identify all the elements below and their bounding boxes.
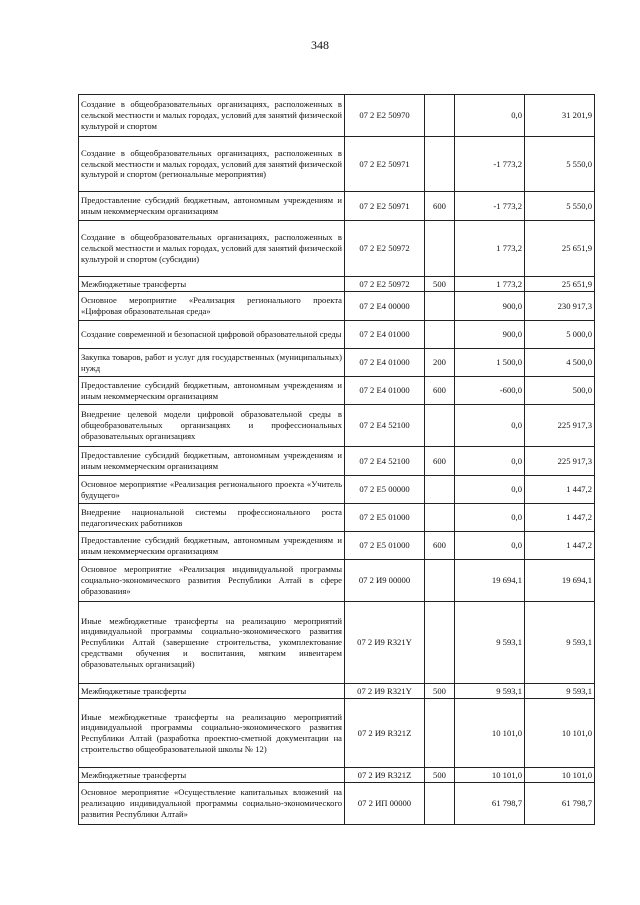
row-amount-change: 10 101,0 (455, 699, 525, 768)
row-description: Иные межбюджетные трансферты на реализацию мероприятий индивидуальной программы социально-экономического развития Республики Алтай (разработка проектно-сметной документации на строительство общеобразовательной школы № 12) (79, 699, 345, 768)
row-description: Предоставление субсидий бюджетным, автономным учреждениям и иным некоммерческим организациям (79, 377, 345, 405)
row-description: Создание в общеобразовательных организациях, расположенных в сельской местности и малых городах, условий для занятий физической культурой и спортом (субсидии) (79, 221, 345, 277)
row-amount-total: 9 593,1 (525, 684, 595, 699)
row-amount-total: 9 593,1 (525, 602, 595, 684)
row-amount-change: 9 593,1 (455, 684, 525, 699)
row-description: Предоставление субсидий бюджетным, автономным учреждениям и иным некоммерческим организациям (79, 447, 345, 476)
row-description: Предоставление субсидий бюджетным, автономным учреждениям и иным некоммерческим организациям (79, 532, 345, 560)
row-amount-total: 10 101,0 (525, 699, 595, 768)
row-description: Внедрение целевой модели цифровой образовательной среды в общеобразовательных организациях и профессиональных образовательных организациях (79, 405, 345, 447)
row-description: Основное мероприятие «Осуществление капитальных вложений на реализацию индивидуальной программы социально-экономического развития Республики Алтай» (79, 783, 345, 825)
row-expense-type (425, 221, 455, 277)
row-amount-change: 10 101,0 (455, 768, 525, 783)
row-amount-total: 1 447,2 (525, 504, 595, 532)
row-description: Основное мероприятие «Реализация индивидуальной программы социально-экономического развития Республики Алтай в сфере образования» (79, 560, 345, 602)
row-amount-total: 5 000,0 (525, 321, 595, 349)
row-description: Предоставление субсидий бюджетным, автономным учреждениям и иным некоммерческим организациям (79, 192, 345, 221)
row-target-code: 07 2 И9 R321Y (345, 602, 425, 684)
row-description: Создание в общеобразовательных организациях, расположенных в сельской местности и малых городах, условий для занятий физической культурой и спортом (79, 95, 345, 137)
row-expense-type (425, 504, 455, 532)
row-description: Межбюджетные трансферты (79, 768, 345, 783)
row-amount-total: 4 500,0 (525, 349, 595, 377)
row-target-code: 07 2 E5 01000 (345, 504, 425, 532)
row-description: Создание современной и безопасной цифровой образовательной среды (79, 321, 345, 349)
table-row (79, 321, 595, 349)
row-target-code: 07 2 E2 50971 (345, 137, 425, 192)
table-row (79, 504, 595, 532)
row-description: Закупка товаров, работ и услуг для государственных (муниципальных) нужд (79, 349, 345, 377)
row-target-code: 07 2 E4 00000 (345, 292, 425, 321)
row-amount-total: 31 201,9 (525, 95, 595, 137)
row-description: Создание в общеобразовательных организациях, расположенных в сельской местности и малых городах, условий для занятий физической культурой и спортом (региональные мероприятия) (79, 137, 345, 192)
row-amount-total: 10 101,0 (525, 768, 595, 783)
row-amount-change: 1 773,2 (455, 277, 525, 292)
row-target-code: 07 2 E2 50972 (345, 221, 425, 277)
row-amount-change: 900,0 (455, 321, 525, 349)
budget-table-body (79, 95, 595, 825)
row-amount-total: 500,0 (525, 377, 595, 405)
row-expense-type: 600 (425, 192, 455, 221)
row-expense-type: 500 (425, 768, 455, 783)
row-amount-total: 225 917,3 (525, 447, 595, 476)
row-amount-total: 25 651,9 (525, 221, 595, 277)
row-amount-total: 5 550,0 (525, 192, 595, 221)
row-amount-total: 25 651,9 (525, 277, 595, 292)
row-target-code: 07 2 E4 01000 (345, 349, 425, 377)
row-expense-type (425, 405, 455, 447)
row-amount-total: 1 447,2 (525, 476, 595, 504)
table-row (79, 699, 595, 768)
row-target-code: 07 2 И9 R321Z (345, 768, 425, 783)
row-target-code: 07 2 E5 01000 (345, 532, 425, 560)
row-description: Основное мероприятие «Реализация регионального проекта «Учитель будущего» (79, 476, 345, 504)
row-expense-type: 200 (425, 349, 455, 377)
row-expense-type: 600 (425, 532, 455, 560)
table-row (79, 447, 595, 476)
table-row (79, 476, 595, 504)
table-row (79, 560, 595, 602)
table-row (79, 532, 595, 560)
row-amount-total: 230 917,3 (525, 292, 595, 321)
row-target-code: 07 2 E4 01000 (345, 377, 425, 405)
row-amount-change: 0,0 (455, 405, 525, 447)
table-row (79, 221, 595, 277)
row-amount-change: -1 773,2 (455, 137, 525, 192)
table-row (79, 192, 595, 221)
page-number: 348 (311, 38, 329, 52)
row-target-code: 07 2 E5 00000 (345, 476, 425, 504)
row-amount-change: 19 694,1 (455, 560, 525, 602)
table-row (79, 137, 595, 192)
row-amount-change: 1 500,0 (455, 349, 525, 377)
row-target-code: 07 2 ИП 00000 (345, 783, 425, 825)
budget-table (78, 94, 595, 825)
row-target-code: 07 2 И9 R321Z (345, 699, 425, 768)
table-row (79, 768, 595, 783)
row-amount-change: 1 773,2 (455, 221, 525, 277)
row-amount-change: 0,0 (455, 476, 525, 504)
row-expense-type (425, 602, 455, 684)
table-row (79, 377, 595, 405)
row-expense-type (425, 292, 455, 321)
row-expense-type (425, 137, 455, 192)
row-amount-change: 0,0 (455, 532, 525, 560)
table-row (79, 602, 595, 684)
row-description: Иные межбюджетные трансферты на реализацию мероприятий индивидуальной программы социально-экономического развития Республики Алтай (завершение строительства, укомплектование средствами обучения и воспитания, мягким инвентарем образовательных организаций) (79, 602, 345, 684)
table-row (79, 277, 595, 292)
row-target-code: 07 2 E2 50971 (345, 192, 425, 221)
row-amount-change: 900,0 (455, 292, 525, 321)
row-target-code: 07 2 E4 01000 (345, 321, 425, 349)
row-amount-change: 0,0 (455, 447, 525, 476)
table-row (79, 684, 595, 699)
row-target-code: 07 2 E2 50972 (345, 277, 425, 292)
table-row (79, 349, 595, 377)
row-amount-total: 5 550,0 (525, 137, 595, 192)
row-expense-type: 500 (425, 277, 455, 292)
row-description: Основное мероприятие «Реализация регионального проекта «Цифровая образовательная среда» (79, 292, 345, 321)
row-expense-type (425, 321, 455, 349)
row-amount-total: 61 798,7 (525, 783, 595, 825)
table-row (79, 292, 595, 321)
row-description: Межбюджетные трансферты (79, 684, 345, 699)
row-expense-type (425, 95, 455, 137)
row-amount-change: 9 593,1 (455, 602, 525, 684)
table-row (79, 783, 595, 825)
row-expense-type: 600 (425, 377, 455, 405)
row-description: Внедрение национальной системы профессионального роста педагогических работников (79, 504, 345, 532)
table-row (79, 405, 595, 447)
row-target-code: 07 2 E2 50970 (345, 95, 425, 137)
row-description: Межбюджетные трансферты (79, 277, 345, 292)
row-amount-total: 19 694,1 (525, 560, 595, 602)
row-target-code: 07 2 E4 52100 (345, 447, 425, 476)
row-expense-type: 600 (425, 447, 455, 476)
row-amount-change: 0,0 (455, 504, 525, 532)
row-expense-type: 500 (425, 684, 455, 699)
row-amount-change: 61 798,7 (455, 783, 525, 825)
row-amount-total: 1 447,2 (525, 532, 595, 560)
row-target-code: 07 2 И9 R321Y (345, 684, 425, 699)
row-target-code: 07 2 E4 52100 (345, 405, 425, 447)
table-row (79, 95, 595, 137)
row-expense-type (425, 699, 455, 768)
row-expense-type (425, 476, 455, 504)
row-expense-type (425, 560, 455, 602)
row-amount-total: 225 917,3 (525, 405, 595, 447)
row-amount-change: -1 773,2 (455, 192, 525, 221)
row-target-code: 07 2 И9 00000 (345, 560, 425, 602)
row-amount-change: -600,0 (455, 377, 525, 405)
row-expense-type (425, 783, 455, 825)
row-amount-change: 0,0 (455, 95, 525, 137)
